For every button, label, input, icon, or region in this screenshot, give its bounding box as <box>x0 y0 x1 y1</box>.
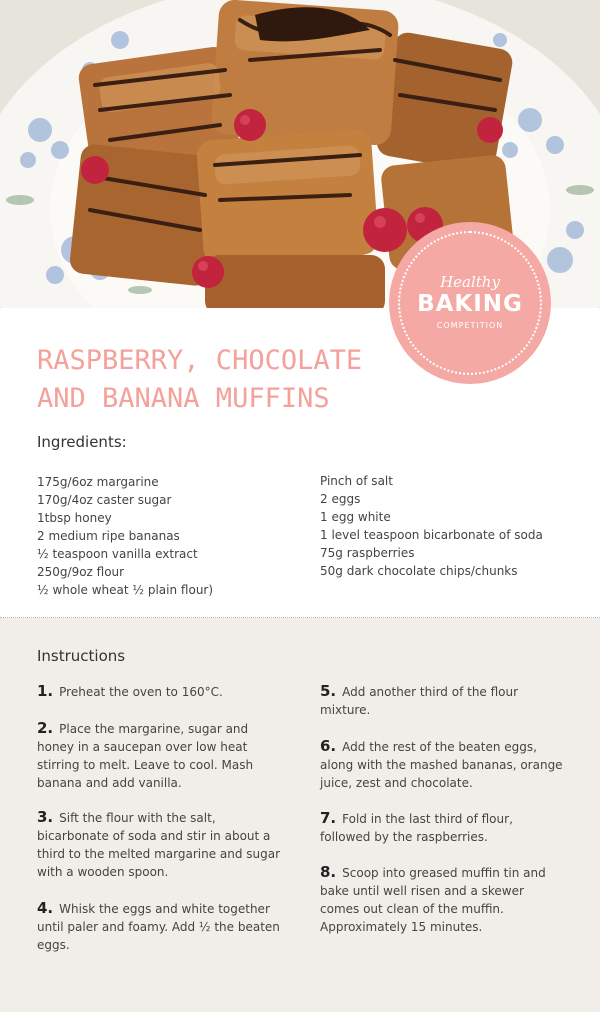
ingredient-item: 50g dark chocolate chips/chunks <box>320 564 518 578</box>
badge-sub-text: COMPETITION <box>436 321 504 330</box>
recipe-title <box>37 342 367 418</box>
step-number: 3. <box>37 808 54 826</box>
ingredient-item: 250g/9oz flour <box>37 565 125 579</box>
instruction-step <box>37 719 282 792</box>
recipe-title-line-1: RASPBERRY, CHOCOLATE <box>37 345 363 376</box>
step-text: Whisk the eggs and white together until paler and foamy. Add ½ the beaten eggs. <box>37 902 280 952</box>
instruction-step <box>320 737 565 792</box>
step-text: Scoop into greased muffin tin and bake until well risen and a skewer comes out clean of the muffin. Approximately 15 minutes. <box>320 866 546 934</box>
instructions-heading: Instructions <box>37 647 126 665</box>
instruction-step <box>320 809 565 846</box>
ingredient-item: 75g raspberries <box>320 546 415 560</box>
instruction-step <box>37 899 282 954</box>
step-number: 4. <box>37 899 54 917</box>
instruction-step <box>320 863 565 936</box>
step-number: 6. <box>320 737 337 755</box>
recipe-title-line-2: AND BANANA MUFFINS <box>37 383 330 414</box>
ingredient-item: 1tbsp honey <box>37 511 112 525</box>
healthy-baking-badge <box>390 223 550 383</box>
ingredients-list-left <box>37 473 213 599</box>
step-text: Add the rest of the beaten eggs, along with the mashed bananas, orange juice, zest and chocolate. <box>320 740 563 790</box>
ingredient-item: 1 egg white <box>320 510 391 524</box>
step-text: Fold in the last third of flour, followed by the raspberries. <box>320 812 513 844</box>
badge-script-text: Healthy <box>440 273 500 291</box>
step-number: 2. <box>37 719 54 737</box>
step-number: 8. <box>320 863 337 881</box>
instruction-step <box>37 682 282 701</box>
ingredient-item: 2 eggs <box>320 492 361 506</box>
ingredient-item: 1 level teaspoon bicarbonate of soda <box>320 528 543 542</box>
ingredient-item: 170g/4oz caster sugar <box>37 493 172 507</box>
step-text: Place the margarine, sugar and honey in a saucepan over low heat stirring to melt. Leave to cool. Mash banana and add vanilla. <box>37 722 254 790</box>
ingredients-list-right <box>320 472 543 580</box>
ingredient-item: 2 medium ripe bananas <box>37 529 180 543</box>
ingredient-item: Pinch of salt <box>320 474 393 488</box>
instruction-step <box>320 682 565 719</box>
ingredients-heading: Ingredients: <box>37 433 127 451</box>
ingredient-item: ½ teaspoon vanilla extract <box>37 547 198 561</box>
ingredient-item: 175g/6oz margarine <box>37 475 159 489</box>
instruction-step <box>37 808 282 881</box>
ingredient-item: ½ whole wheat ½ plain flour) <box>37 583 214 597</box>
step-number: 1. <box>37 682 54 700</box>
step-text: Sift the flour with the salt, bicarbonate of soda and stir in about a third to the melted margarine and sugar with a wooden spoon. <box>37 811 281 879</box>
badge-main-text: BAKING <box>417 291 523 317</box>
step-text: Preheat the oven to 160°C. <box>59 685 223 699</box>
step-number: 7. <box>320 809 337 827</box>
step-text: Add another third of the flour mixture. <box>320 685 519 717</box>
step-number: 5. <box>320 682 337 700</box>
